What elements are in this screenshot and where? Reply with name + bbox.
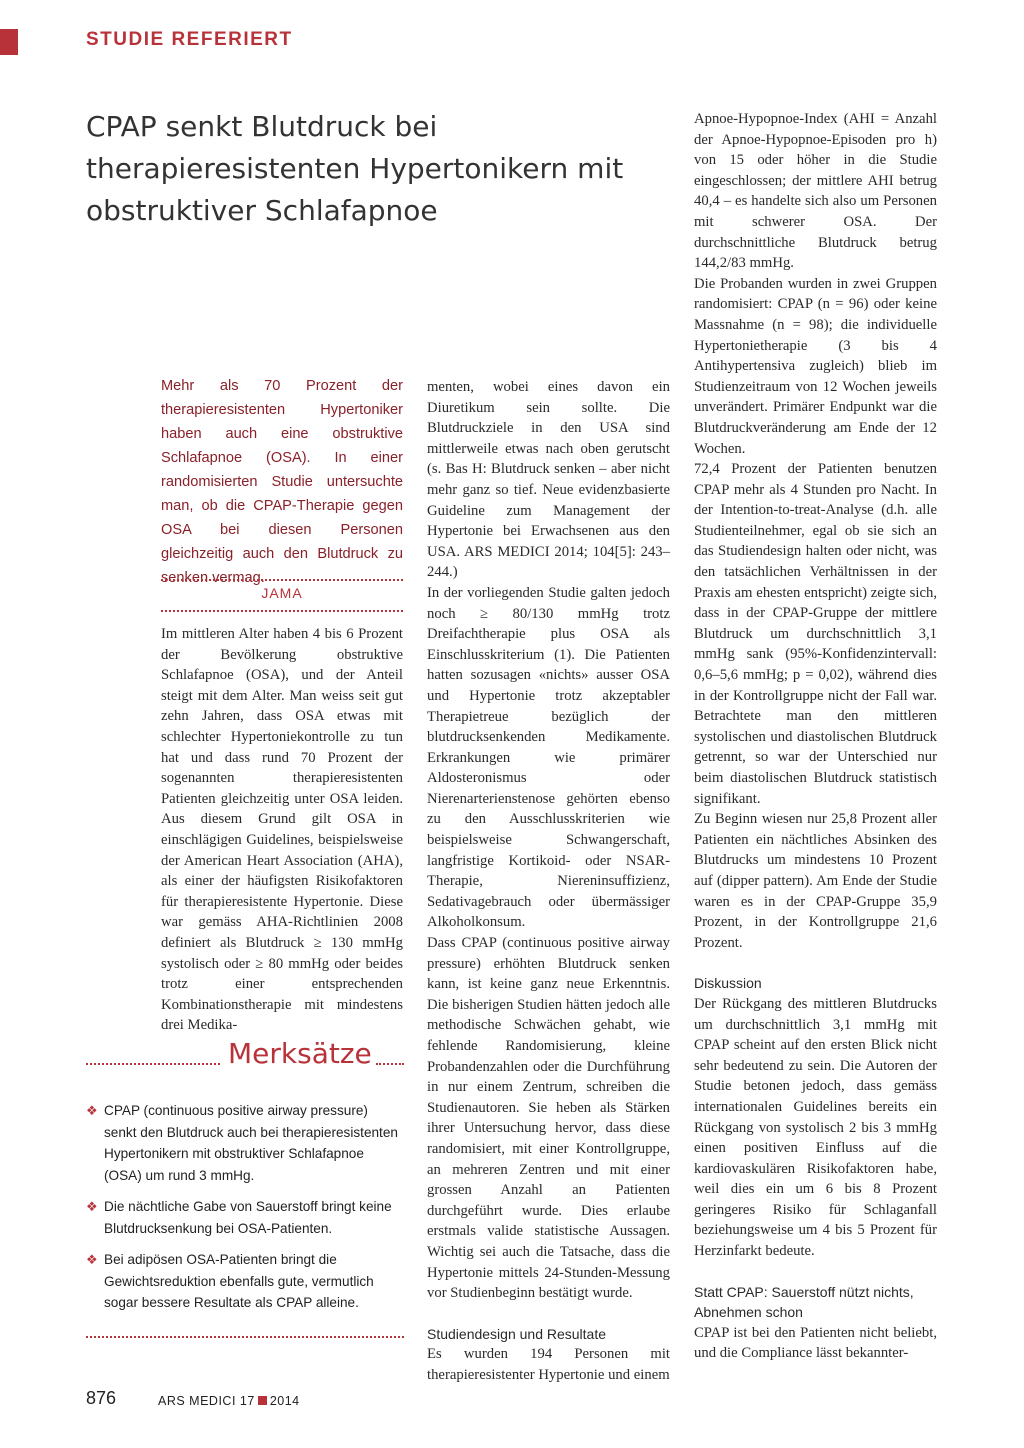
journal-name: ARS MEDICI 17 (158, 1394, 255, 1408)
divider-bottom (161, 610, 403, 612)
body-paragraph: Es wurden 194 Personen mit therapieresistenter Hypertonie und einem (427, 1346, 670, 1383)
body-paragraph: 72,4 Prozent der Patienten benutzen CPAP mehr als 4 Stunden pro Nacht. In der Intention-to-treat-Analyse (d.h. alle Studienteilnehmer, egal ob sie sich an das Studiendesign halten oder nicht, was den tatsächlichen Verhältnissen in der Praxis am ehesten entspricht) zeigte sich, dass in der CPAP-Gruppe der mittlere Blutdruck um durchschnittlich 3,1 mmHg sank (95%-Konfidenzintervall: 0,6–5,6 mmHg; p = 0,02), während dies in der Kontrollgruppe nicht der Fall war. Betrachtete man den mittleren systolischen und diastolischen Blutdruck getrennt, so war der Unterschied nur beim diastolischen Blutdruck statistisch signifikant. (694, 461, 937, 807)
divider-top (161, 579, 403, 581)
body-paragraph: In der vorliegenden Studie galten jedoch noch ≥ 80/130 mmHg trotz Dreifachtherapie plus OSA als Einschlusskriterium (1). Die Patienten hatten sozusagen «nichts» ausser OSA und Hypertonie trotz akzeptabler Therapietreue bezüglich der blutdrucksenkenden Medikamente. Erkrankungen wie primärer Aldosteronismus oder Nierenarterienstenose gehörten ebenso zu den Ausschlusskriterien wie beispielsweise Schwangerschaft, langfristige Kortikoid- oder NSAR-Therapie, Niereninsuffizienz, Sedativagebrauch oder übermässiger Alkoholkonsum. (427, 584, 670, 931)
body-paragraph: Zu Beginn wiesen nur 25,8 Prozent aller Patienten ein nächtliches Absinken des Blutdrucks um mindestens 10 Prozent auf (dipper pattern). Am Ende der Studie waren es in der CPAP-Gruppe 35,9 Prozent, in der Kontrollgruppe 21,6 Prozent. (694, 811, 937, 951)
column-2 (427, 377, 670, 1386)
column-1 (161, 624, 403, 1036)
section-marker (0, 29, 18, 55)
journal-footer (158, 1394, 300, 1408)
merksatz-text: Die nächtliche Gabe von Sauerstoff bringt keine Blutdrucksenkung bei OSA-Patienten. (104, 1199, 392, 1236)
merksaetze-divider (86, 1336, 404, 1338)
merksatz-text: CPAP (continuous positive airway pressure) senkt den Blutdruck auch bei therapieresistenten Hypertonikern mit obstruktiver Schlafapnoe (OSA) um rund 3 mmHg. (104, 1103, 398, 1183)
square-separator-icon (258, 1396, 267, 1405)
diamond-bullet-icon: ❖ (86, 1199, 98, 1214)
subheading: Statt CPAP: Sauerstoff nützt nichts, Abnehmen schon (694, 1283, 914, 1321)
section-label: STUDIE REFERIERT (86, 29, 293, 50)
body-paragraph: Im mittleren Alter haben 4 bis 6 Prozent der Bevölkerung obstruktive Schlafapnoe (OSA), und der Anteil steigt mit dem Alter. Man weiss seit gut zehn Jahren, dass OSA etwas mit schlechter Hypertoniekontrolle zu tun hat und dass rund 70 Prozent der sogenannten therapieresistenten Patienten gleichzeitig unter OSA leiden. Aus diesem Grund gilt OSA in einschlägigen Guidelines, beispielsweise der American Heart Association (AHA), als einer der häufigsten Risikofaktoren für therapieresistente Hypertonie. Diese war gemäss AHA-Richtlinien 2008 definiert als Blutdruck ≥ 130 mmHg systolisch oder ≥ 80 mmHg oder beides trotz einer entsprechenden Kombinationstherapie mit mindestens drei Medika- (161, 626, 403, 1034)
body-paragraph: Dass CPAP (continuous positive airway pressure) erhöhten Blutdruck senken kann, ist keine ganz neue Erkenntnis. Die bisherigen Studien hätten jedoch alle methodische Schwächen gehabt, wie fehlende Randomisierung, kleine Probandenzahlen oder die Durchführung in nur einem Zentrum, schreiben die Studienautoren. Sie heben als Stärken ihrer Untersuchung hervor, dass diese randomisiert, mit einer Kontrollgruppe, an mehreren Zentren und mit einer grossen Anzahl an Patienten durchgeführt wurde. Dies erlaube erstmals valide statistische Aussagen. Wichtig sei auch die Tatsache, dass die Hypertonie mittels 24-Stunden-Messung vor Studienbeginn bestätigt wurde. (427, 935, 670, 1302)
merksaetze-dots-right (376, 1063, 404, 1065)
diamond-bullet-icon: ❖ (86, 1103, 98, 1118)
journal-year: 2014 (269, 1394, 300, 1408)
subheading: Studiendesign und Resultate (427, 1325, 607, 1342)
body-paragraph: CPAP ist bei den Patienten nicht beliebt, und die Compliance lässt bekannter- (694, 1324, 937, 1362)
body-paragraph: Der Rückgang des mittleren Blutdrucks um durchschnittlich 3,1 mmHg mit CPAP scheint auf den ersten Blick nicht sehr bedeutend zu sein. Die Autoren der Studie betonen jedoch, dass gemäss internationalen Guidelines bereits ein Rückgang von systolisch 2 bis 3 mmHg einen positiven Einfluss auf die kardiovaskulären Risikofaktoren habe, weil dies ein um 6 bis 8 Prozent geringeres Risiko für Schlaganfall beziehungsweise um 4 bis 5 Prozent für Herzinfarkt bedeute. (694, 995, 937, 1260)
column-3 (694, 109, 937, 1364)
merksatz-item (86, 1249, 404, 1314)
body-paragraph: Apnoe-Hypopnoe-Index (AHI = Anzahl der Apnoe-Hypopnoe-Episoden pro h) von 15 oder höher in die Studie eingeschlossen; der mittlere AHI betrug 40,4 – es handelte sich also um Personen mit schwerer OSA. Der durchschnittliche Blutdruck betrug 144,2/83 mmHg. (694, 111, 937, 272)
merksaetze-header (86, 1037, 404, 1081)
body-paragraph: menten, wobei eines davon ein Diuretikum sein sollte. Die Blutdruckziele in den USA sind mittlerweile etwas nach oben gerutscht (s. Bas H: Blutdruck senken – aber nicht mehr ganz so tief. Neue evidenzbasierte Guideline zum Management der Hypertonie bei Erwachsenen aus den USA. ARS MEDICI 2014; 104[5]: 243–244.) (427, 379, 670, 581)
subheading: Diskussion (694, 975, 762, 992)
merksatz-item (86, 1100, 404, 1186)
lead-paragraph: Mehr als 70 Prozent der therapieresistenten Hypertoniker haben auch eine obstruktive Schlafapnoe (OSA). In einer randomisierten Studie untersuchte man, ob die CPAP-Therapie gegen OSA bei diesen Personen gleichzeitig auch den Blutdruck zu senken vermag. (161, 378, 403, 586)
merksaetze-dots-left (86, 1063, 220, 1065)
diamond-bullet-icon: ❖ (86, 1252, 98, 1267)
merksaetze-title: Merksätze (228, 1037, 372, 1070)
source-label: JAMA (261, 585, 303, 601)
article-title: CPAP senkt Blutdruck bei therapieresistenten Hypertonikern mit obstruktiver Schlafapnoe (86, 110, 624, 227)
merksaetze-list (86, 1100, 404, 1324)
page-number: 876 (86, 1388, 117, 1408)
merksatz-text: Bei adipösen OSA-Patienten bringt die Gewichtsreduktion ebenfalls gute, vermutlich sogar bessere Resultate als CPAP alleine. (104, 1252, 374, 1310)
merksatz-item (86, 1196, 404, 1239)
body-paragraph: Die Probanden wurden in zwei Gruppen randomisiert: CPAP (n = 96) oder keine Massnahme (n = 98); die individuelle Hypertonietherapie (3 bis 4 Antihypertensiva zugleich) blieb im Studienzeitraum von 12 Wochen jeweils unverändert. Primärer Endpunkt war die Blutdruckveränderung am Ende der 12 Wochen. (694, 275, 937, 457)
